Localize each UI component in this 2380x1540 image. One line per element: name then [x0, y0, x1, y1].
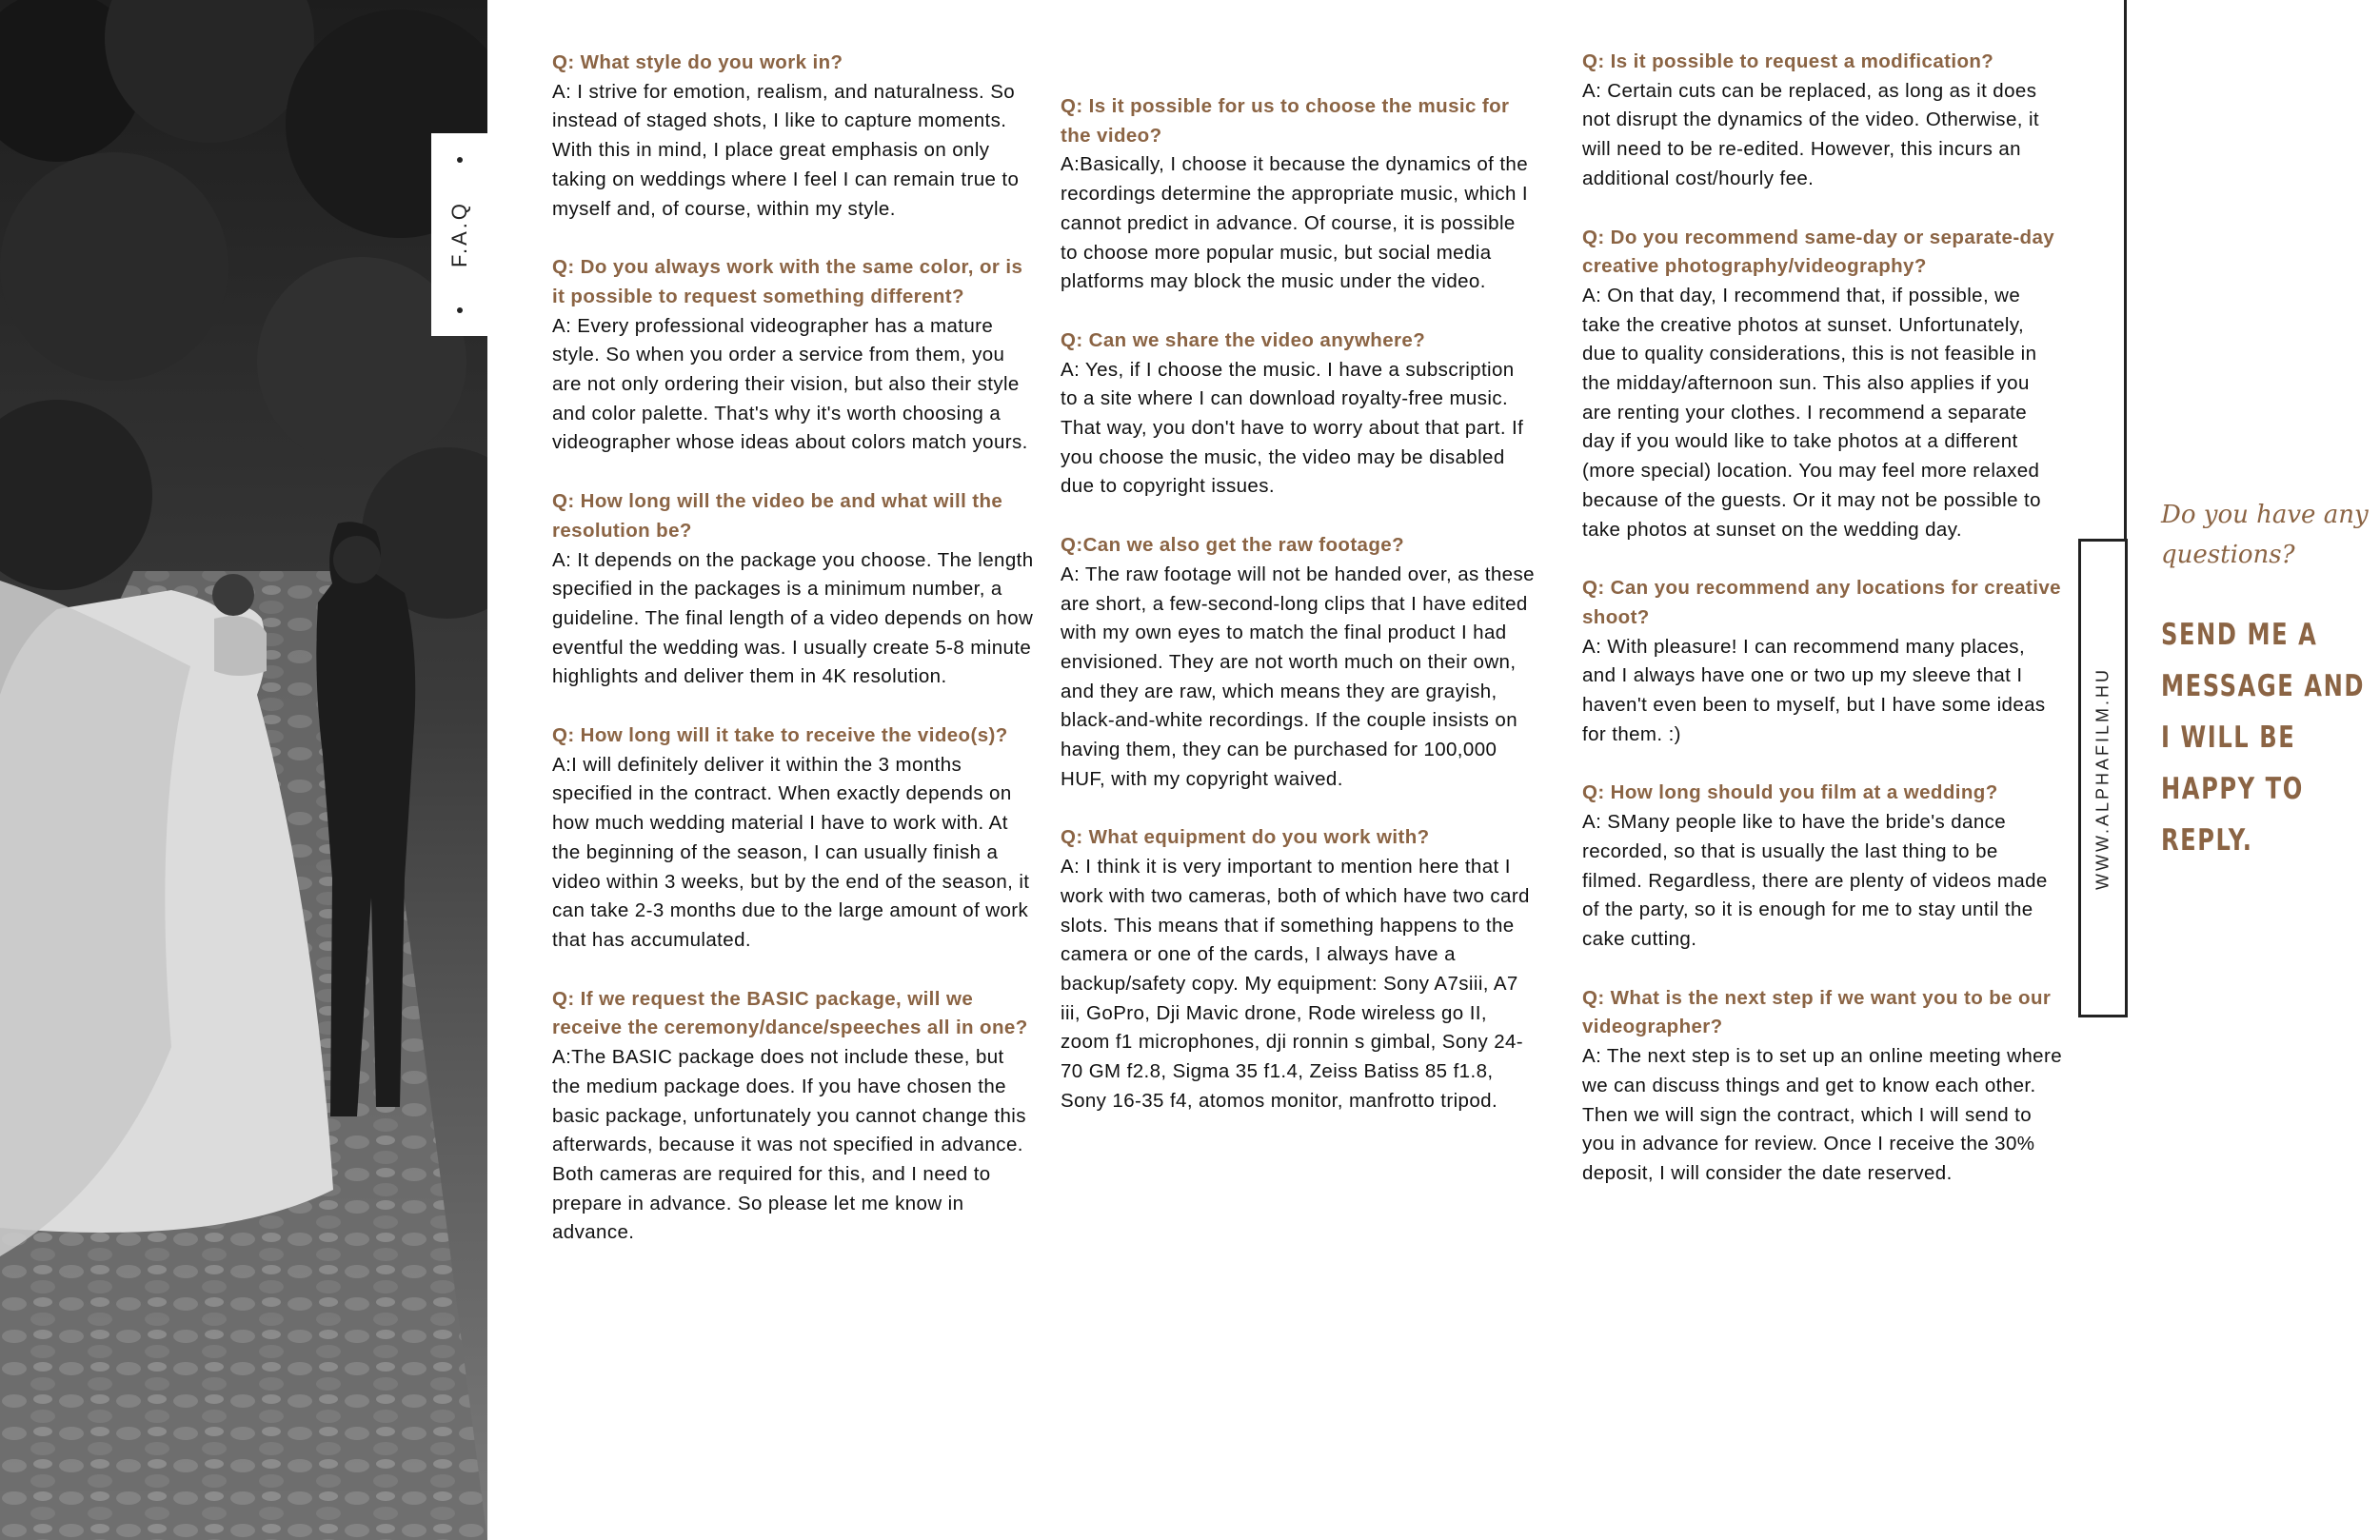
question: Q: Is it possible to request a modification?: [1582, 50, 1994, 72]
faq-item: [1582, 574, 2063, 749]
dot-icon: [457, 307, 463, 313]
question: Q: What style do you work in?: [552, 51, 843, 73]
answer: A: I strive for emotion, realism, and naturalness. So instead of staged shots, I like to capture moments. With this in mind, I place great emphasis on only taking on weddings where I feel I can remain true to myself and, of course, within my style.: [552, 80, 1020, 220]
answer: A:I will definitely deliver it within the 3 months specified in the contract. When exactly depends on how much wedding material I have to work with. At the beginning of the season, I can usually finish a video within 3 weeks, but by the end of the season, it can take 2-3 months due to the large amount of work that has accumulated.: [552, 753, 1030, 951]
question: Q: Do you always work with the same color, or is it possible to request something different?: [552, 256, 1023, 307]
question: Q:Can we also get the raw footage?: [1061, 534, 1405, 557]
faq-item: [552, 721, 1038, 956]
wedding-couple-photo: [0, 0, 487, 1540]
contact-cta: SEND ME A MESSAGE AND I WILL BE HAPPY TO REPLY.: [2161, 618, 2366, 858]
faq-item: [552, 49, 1038, 224]
answer: A: Yes, if I choose the music. I have a subscription to a site where I can download royalty-free music. That way, you don't have to worry about that part. If you choose the music, the video may be disabled due to copyright issues.: [1061, 358, 1524, 498]
website-url-box[interactable]: [2078, 539, 2128, 1017]
answer: A:Basically, I choose it because the dynamics of the recordings determine the appropriate music, which I cannot predict in advance. Of course, it is possible to choose more popular music, but social media platforms may block the music under the video.: [1061, 153, 1529, 293]
question: Q: What is the next step if we want you to be our videographer?: [1582, 986, 2052, 1038]
faq-item: [1061, 823, 1537, 1116]
answer: A: The next step is to set up an online meeting where we can discuss things and get to know each other. Then we will sign the contract, which I will send to you in advance for review. Once I receive the 30% deposit, I will consider the date reserved.: [1582, 1045, 2063, 1184]
faq-tab: [431, 133, 488, 336]
question: Q: What equipment do you work with?: [1061, 826, 1430, 849]
question: Q: Is it possible for us to choose the music for the video?: [1061, 95, 1510, 147]
answer: A: With pleasure! I can recommend many places, and I always have one or two up my sleeve that I haven't even been to myself, but I have some ideas for them. :): [1582, 635, 2046, 745]
faq-item: [1061, 326, 1537, 502]
faq-item: [552, 985, 1038, 1248]
faq-item: [1582, 984, 2063, 1189]
answer: A: It depends on the package you choose. The length specified in the packages is a minimum number, a guideline. The final length of a video depends on how eventful the wedding was. I usually create 5-8 minute highlights and deliver them in 4K resolution.: [552, 548, 1034, 688]
answer: A:The BASIC package does not include these, but the medium package does. If you have chosen the basic package, unfortunately you cannot change this afterwards, because it was not specified in advance. Both cameras are required for this, and I need to prepare in advance. So please let me know in advance.: [552, 1046, 1026, 1244]
faq-item: [552, 487, 1038, 692]
faq-label: F.A.Q: [447, 200, 471, 268]
faq-item: [1582, 48, 2063, 194]
faq-item: [1061, 92, 1537, 297]
faq-item: [552, 253, 1038, 458]
question: Q: How long will it take to receive the video(s)?: [552, 724, 1008, 747]
dot-icon: [457, 157, 463, 163]
question: Q: How long will the video be and what will the resolution be?: [552, 490, 1003, 542]
answer: A: SMany people like to have the bride's dance recorded, so that is usually the last thing to be filmed. Regardless, there are plenty of videos made of the party, so it is enough for me to stay until the cake cutting.: [1582, 811, 2048, 950]
faq-item: [1061, 531, 1537, 794]
question: Q: Do you recommend same-day or separate-day creative photography/videography?: [1582, 226, 2055, 278]
questions-script: Do you have any questions?: [2161, 501, 2369, 569]
website-url[interactable]: WWW.ALPHAFILM.HU: [2092, 666, 2112, 890]
answer: A: The raw footage will not be handed over, as these are short, a few-second-long clips that I have edited with my own eyes to match the final product I had envisioned. They are not worth much on their own, and they are raw, which means they are grayish, black-and-white recordings. If the couple insists on having them, they can be purchased for 100,000 HUF, with my copyright waived.: [1061, 563, 1535, 790]
faq-column-1: [552, 49, 1038, 1277]
answer: A: Every professional videographer has a mature style. So when you order a service from them, you are not only ordering their vision, but also their style and color palette. That's why it's worth choosing a videographer whose ideas about colors match yours.: [552, 314, 1028, 454]
answer: A: I think it is very important to mention here that I work with two cameras, both of which have two card slots. This means that if something happens to the camera or one of the cards, I always have a backup/safety copy. My equipment: Sony A7siii, A7 iii, GoPro, Dji Mavic drone, Rode wireless go II, zoom f1 microphones, dji ronnin s gimbal, Sony 24-70 GM f2.8, Sigma 35 f1.4, Zeiss Batiss 85 f1.8, Sony 16-35 f4, atomos monitor, manfrotto tripod.: [1061, 856, 1530, 1112]
divider-line: [2124, 0, 2127, 540]
answer: A: Certain cuts can be replaced, as long as it does not disrupt the dynamics of the video. Otherwise, it will need to be re-edited. However, this incurs an additional cost/hourly fee.: [1582, 79, 2039, 189]
faq-column-3: [1582, 48, 2063, 1218]
question: Q: If we request the BASIC package, will we receive the ceremony/dance/speeches all in one?: [552, 987, 1028, 1039]
faq-item: [1582, 779, 2063, 954]
question: Q: Can you recommend any locations for creative shoot?: [1582, 577, 2061, 628]
question: Q: How long should you film at a wedding?: [1582, 781, 1998, 804]
faq-column-2: [1061, 92, 1537, 1146]
faq-item: [1582, 224, 2063, 545]
answer: A: On that day, I recommend that, if possible, we take the creative photos at sunset. Unfortunately, due to quality considerations, this is not feasible in the midday/afternoon sun. This also applies if you are renting your clothes. I recommend a separate day if you would like to take photos at a different (more special) location. You may feel more relaxed because of the guests. Or it may not be possible to take photos at sunset on the wedding day.: [1582, 284, 2041, 541]
question: Q: Can we share the video anywhere?: [1061, 328, 1426, 351]
